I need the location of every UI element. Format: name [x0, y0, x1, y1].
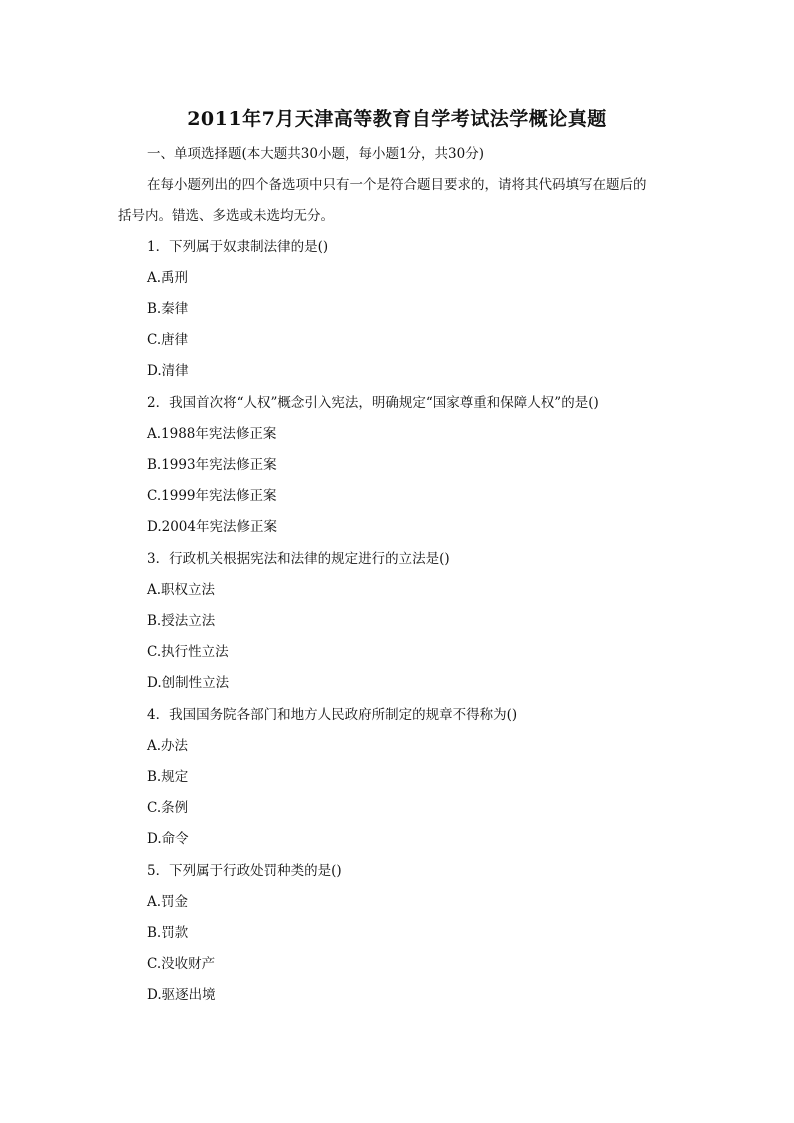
question-1-option-b: B.秦律 — [147, 301, 189, 317]
question-2-stem: 2．我国首次将“人权”概念引入宪法，明确规定“国家尊重和保障人权”的是() — [147, 395, 599, 411]
question-3-stem: 3．行政机关根据宪法和法律的规定进行的立法是() — [147, 551, 450, 567]
question-5-option-a: A.罚金 — [147, 894, 189, 910]
question-5-option-c: C.没收财产 — [147, 956, 216, 972]
question-2-option-d: D.2004年宪法修正案 — [147, 519, 277, 535]
question-4-option-b: B.规定 — [147, 769, 189, 785]
instructions-line-2: 括号内。错选、多选或未选均无分。 — [118, 208, 334, 224]
question-1-option-a: A.禹刑 — [147, 270, 189, 286]
question-4-option-d: D.命令 — [147, 831, 189, 847]
question-1-option-d: D.清律 — [147, 363, 189, 379]
question-3-option-d: D.创制性立法 — [147, 675, 230, 691]
question-2-option-c: C.1999年宪法修正案 — [147, 488, 277, 504]
question-1-option-c: C.唐律 — [147, 332, 189, 348]
question-5-stem: 5．下列属于行政处罚种类的是() — [147, 863, 342, 879]
page-title: 2011年7月天津高等教育自学考试法学概论真题 — [187, 108, 607, 130]
question-4-option-c: C.条例 — [147, 800, 189, 816]
question-5-option-b: B.罚款 — [147, 925, 189, 941]
question-4-option-a: A.办法 — [147, 738, 189, 754]
question-4-stem: 4．我国国务院各部门和地方人民政府所制定的规章不得称为() — [147, 707, 518, 723]
section-heading: 一、单项选择题(本大题共30小题，每小题1分，共30分) — [147, 146, 484, 162]
question-2-option-b: B.1993年宪法修正案 — [147, 457, 277, 473]
question-3-option-a: A.职权立法 — [147, 582, 216, 598]
question-5-option-d: D.驱逐出境 — [147, 987, 216, 1003]
instructions-line-1: 在每小题列出的四个备选项中只有一个是符合题目要求的，请将其代码填写在题后的 — [147, 177, 647, 193]
question-3-option-b: B.授法立法 — [147, 613, 216, 629]
question-2-option-a: A.1988年宪法修正案 — [147, 426, 277, 442]
question-1-stem: 1．下列属于奴隶制法律的是() — [147, 239, 329, 255]
question-3-option-c: C.执行性立法 — [147, 644, 229, 660]
